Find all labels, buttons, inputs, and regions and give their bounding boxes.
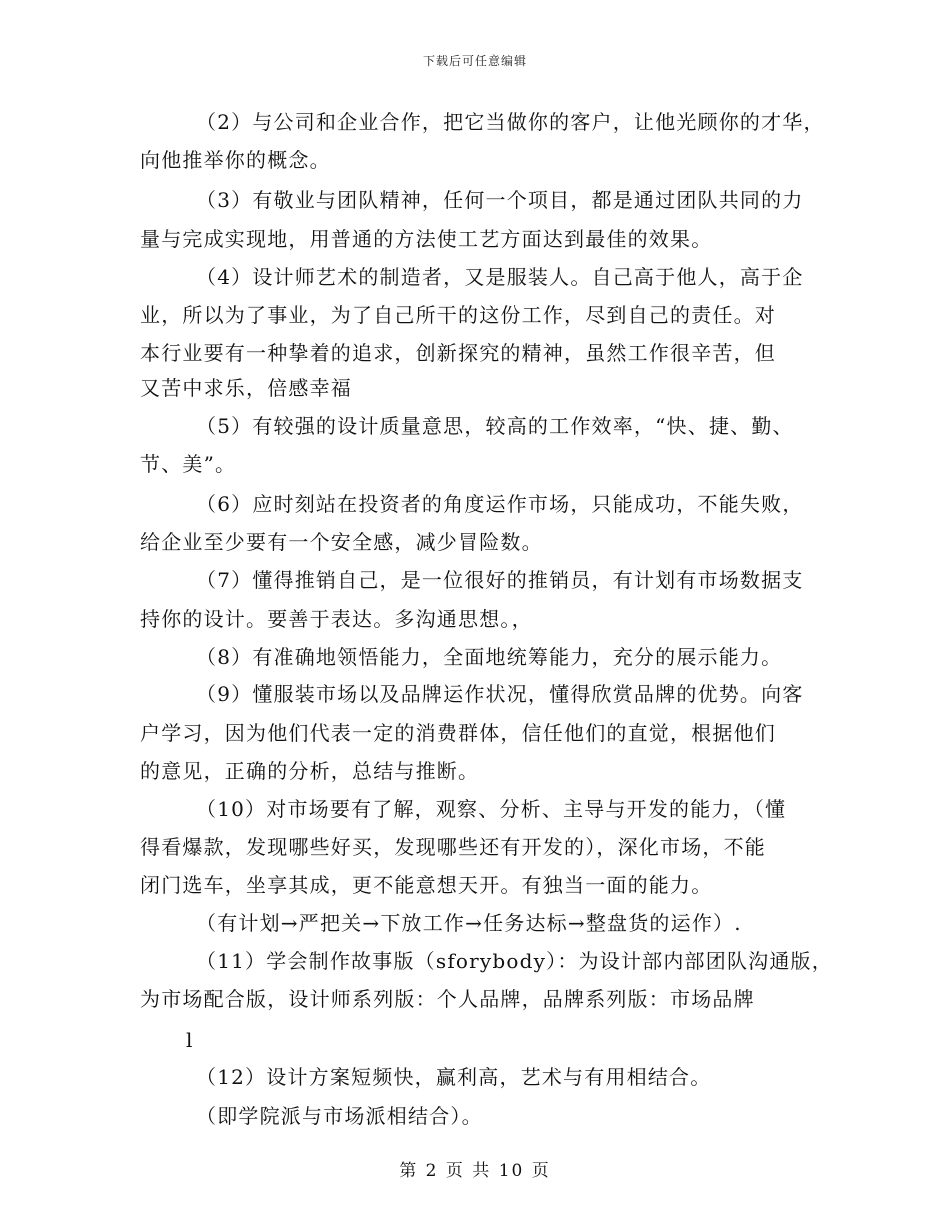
page-footer: 第 2 页 共 10 页 <box>399 1161 551 1181</box>
page-header: 下载后可任意编辑 <box>422 54 527 68</box>
text-line: 向他推举你的概念。 <box>140 148 331 172</box>
text-line: 又苦中求乐，倍感幸福 <box>140 376 352 400</box>
text-line: （7）懂得推销自己，是一位很好的推销员，有计划有市场数据支 <box>196 568 804 592</box>
text-line: （5）有较强的设计质量意思，较高的工作效率，“快、捷、勤、 <box>196 414 794 438</box>
text-line: （6）应时刻站在投资者的角度运作市场，只能成功，不能失败， <box>196 492 804 516</box>
text-line: 给企业至少要有一个安全感，减少冒险数。 <box>140 530 543 554</box>
text-line: 户学习，因为他们代表一定的消费群体，信任他们的直觉，根据他们 <box>140 721 776 745</box>
text-line: （12）设计方案短频快，赢利高，艺术与有用相结合。 <box>196 1065 712 1089</box>
text-line: 闭门选车，坐享其成，更不能意想天开。有独当一面的能力。 <box>140 873 713 897</box>
text-line: 量与完成实现地，用普通的方法使工艺方面达到最佳的效果。 <box>140 227 713 251</box>
text-line: 为市场配合版，设计师系列版：个人品牌，品牌系列版：市场品牌 <box>140 987 755 1011</box>
text-line: 持你的设计。要善于表达。多沟通思想。， <box>140 607 533 631</box>
text-line: 得看爆款，发现哪些好买，发现哪些还有开发的），深化市场，不能 <box>140 835 766 859</box>
text-line: 节、美”。 <box>140 452 237 476</box>
text-line: （有计划→严把关→下放工作→任务达标→整盘货的运作）. <box>196 911 742 935</box>
text-line: （11）学会制作故事版（sforybody）：为设计部内部团队沟通版， <box>196 949 833 973</box>
text-line: （即学院派与市场派相结合）。 <box>196 1104 483 1128</box>
text-line: （4）设计师艺术的制造者，又是服装人。自己高于他人，高于企 <box>196 265 804 289</box>
text-line: 的意见，正确的分析，总结与推断。 <box>140 759 480 783</box>
text-line: （10）对市场要有了解，观察、分析、主导与开发的能力，（懂 <box>196 797 787 821</box>
text-line: （9）懂服装市场以及品牌运作状况，懂得欣赏品牌的优势。向客 <box>196 682 804 706</box>
text-line: 本行业要有一种挚着的追求，创新探究的精神，虽然工作很辛苦，但 <box>140 341 776 365</box>
text-line: （3）有敬业与团队精神，任何一个项目，都是通过团队共同的力 <box>196 188 804 212</box>
text-line: l <box>186 1028 194 1052</box>
text-line: 业，所以为了事业，为了自己所干的这份工作，尽到自己的责任。对 <box>140 303 776 327</box>
text-line: （8）有准确地领悟能力，全面地统筹能力，充分的展示能力。 <box>196 645 783 669</box>
text-line: （2）与公司和企业合作，把它当做你的客户，让他光顾你的才华， <box>196 110 825 134</box>
